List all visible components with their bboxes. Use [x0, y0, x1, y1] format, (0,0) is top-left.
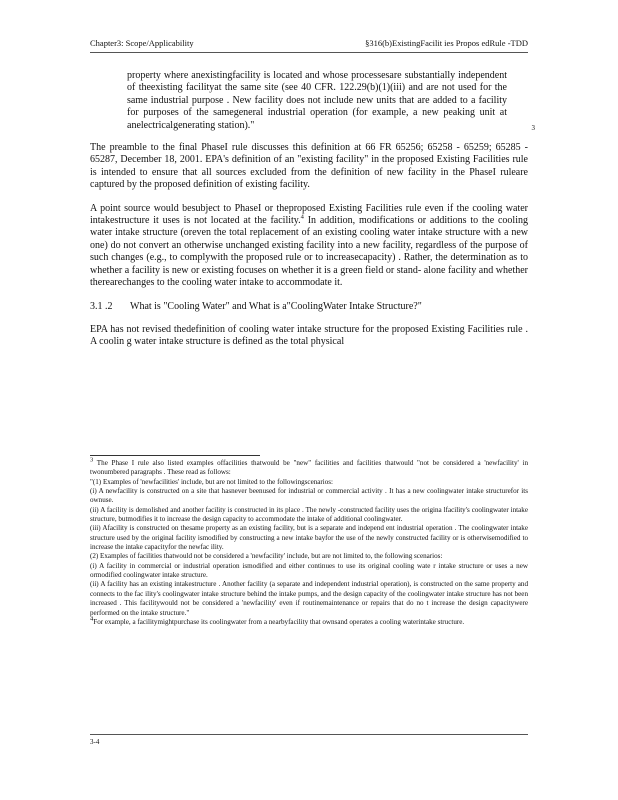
footnote-line: (i) A facility in commercial or industrial operation ismodified and either continues to use its original cooling wate r intake structure or uses a new ormodified coolingwater intake structure.	[90, 561, 528, 580]
section-title: What is "Cooling Water" and What is a"CoolingWater Intake Structure?"	[130, 300, 422, 312]
footnote-line: "(1) Examples of 'newfacilities' include, but are not limited to the followingscenarios:	[90, 477, 334, 486]
section-number: 3.1 .2	[90, 300, 113, 312]
page-body	[90, 70, 535, 360]
paragraph-point-source	[90, 203, 528, 290]
footnote-text: The Phase I rule also listed examples offacilities thatwould be "new" facilities and facilities thatwould "not be considered a 'newfacility' in twonumbered paragraphs . These read as follows:	[90, 459, 528, 477]
block-quote-text: property where anexistingfacility is located and whose processesare substantially independent of theexisting facilityat the same site (see 40 CFR. 122.29(b)(1)(iii) and are not used for the same industrial purpose . New facility does not include new units that are added to a facility for purposes of the samegeneral industrial operation (for example, a new peaking unit at anelectricalgenerating station)."	[127, 70, 507, 131]
footnote-text: For example, a facilitymightpurchase its coolingwater from a nearbyfacility that ownsand operates a cooling waterintake structure.	[93, 617, 465, 626]
footnote-separator	[90, 455, 260, 456]
header-rule	[90, 52, 528, 53]
page-header	[90, 38, 528, 52]
footnote-line: (iii) Afacility is constructed on thesame property as an existing facility, but is a separate and independ ent industrial operation . The coolingwater intake structure used by the original facility ismodified by constructing a new intake bayfor the use of the newly constructed facility or is otherwisemodified to increase the intake capacityfor the newfac ility.	[90, 524, 528, 552]
page-number: 3-4	[90, 738, 100, 746]
footer-rule	[90, 734, 528, 735]
footnote-line: (ii) A facility is demolished and another facility is constructed in its place . The newly -constructed facility uses the origina lfacility's coolingwater intake structure, butmodifies it to increase the design capacity to accommodate the intake of additional coolingwater.	[90, 505, 528, 524]
header-document-title: §316(b)ExistingFacilit ies Propos edRule -TDD	[365, 38, 528, 48]
header-chapter: Chapter3: Scope/Applicability	[90, 38, 194, 48]
footnote-line: (ii) A facility has an existing intakestructure . Another facility (a separate and independent industrial operation), is constructed on the same property and connects to the fac ility's coolingwater intake structure behind the intake pumps, and the design capacity of the coolingwater intake structure has not been increased . This facilitywould not be considered a 'newfacility' even if routinemaintenance or repairs that do no t increase the design capacitywere performed on the intake structure."	[90, 580, 528, 617]
footnote-ref-4[interactable]: 4	[300, 213, 304, 221]
paragraph-point-source-continued: In addition, modifications or additions to the cooling water intake structure (oreven the total replacement of an existing cooling water intake structure with a new one) do not convert an otherwise unchanged existing facility into a new facility, regardless of the purpose of such changes (e.g., to complywith the proposed rule or to increasecapacity) . Rather, the determination as to whether a facility is new or existing focuses on whether it is a green field or stand- alone facility and whether therearechanges to the cooling water intake to accommodate it.	[90, 215, 528, 289]
footnote-3	[90, 456, 528, 478]
footnote-mark-3: 3	[90, 456, 94, 464]
footnote-mark-4: 4	[90, 615, 94, 623]
footnote-line: (i) A newfacility is constructed on a site that hasnever beenused for industrial or commercial activity . It has a new coolingwater intake structurefor its ownuse.	[90, 487, 528, 505]
block-quote: property where anexistingfacility is located and whose processesare substantially independent of theexisting facilityat the same site (see 40 CFR. 122.29(b)(1)(iii) and are not used for the same industrial purpose . New facility does not include new units that are added to a facility for purposes of the samegeneral industrial operation (for example, a new peaking unit at anelectricalgenerating station)." 3	[127, 70, 535, 133]
footnote-4	[90, 615, 528, 627]
paragraph-definition: EPA has not revised thedefinition of cooling water intake structure for the proposed Existing Facilities rule . A coolin g water intake structure is defined as the total physical	[90, 323, 528, 348]
section-heading	[90, 301, 528, 313]
footnote-line: (2) Examples of facilities thatwould not be considered a 'newfacility' include, but are not limited to, the following scenarios:	[90, 552, 443, 561]
footnotes	[90, 456, 528, 627]
paragraph-point-source-text: A point source would besubject to PhaseI or theproposed Existing Facilities rule even if the cooling water intakestructure it uses is not located at the facility.	[90, 202, 528, 227]
paragraph-preamble: The preamble to the final PhaseI rule discusses this definition at 66 FR 65256; 65258 - 65259; 65285 - 65287, December 18, 2001. EPA's definition of an "existing facility" in the proposed Existing Facilities rule is intended to ensure that all sources excluded from the definition of new facility in the PhaseI ruleare captured by the proposed definition of existing facility.	[90, 142, 528, 191]
